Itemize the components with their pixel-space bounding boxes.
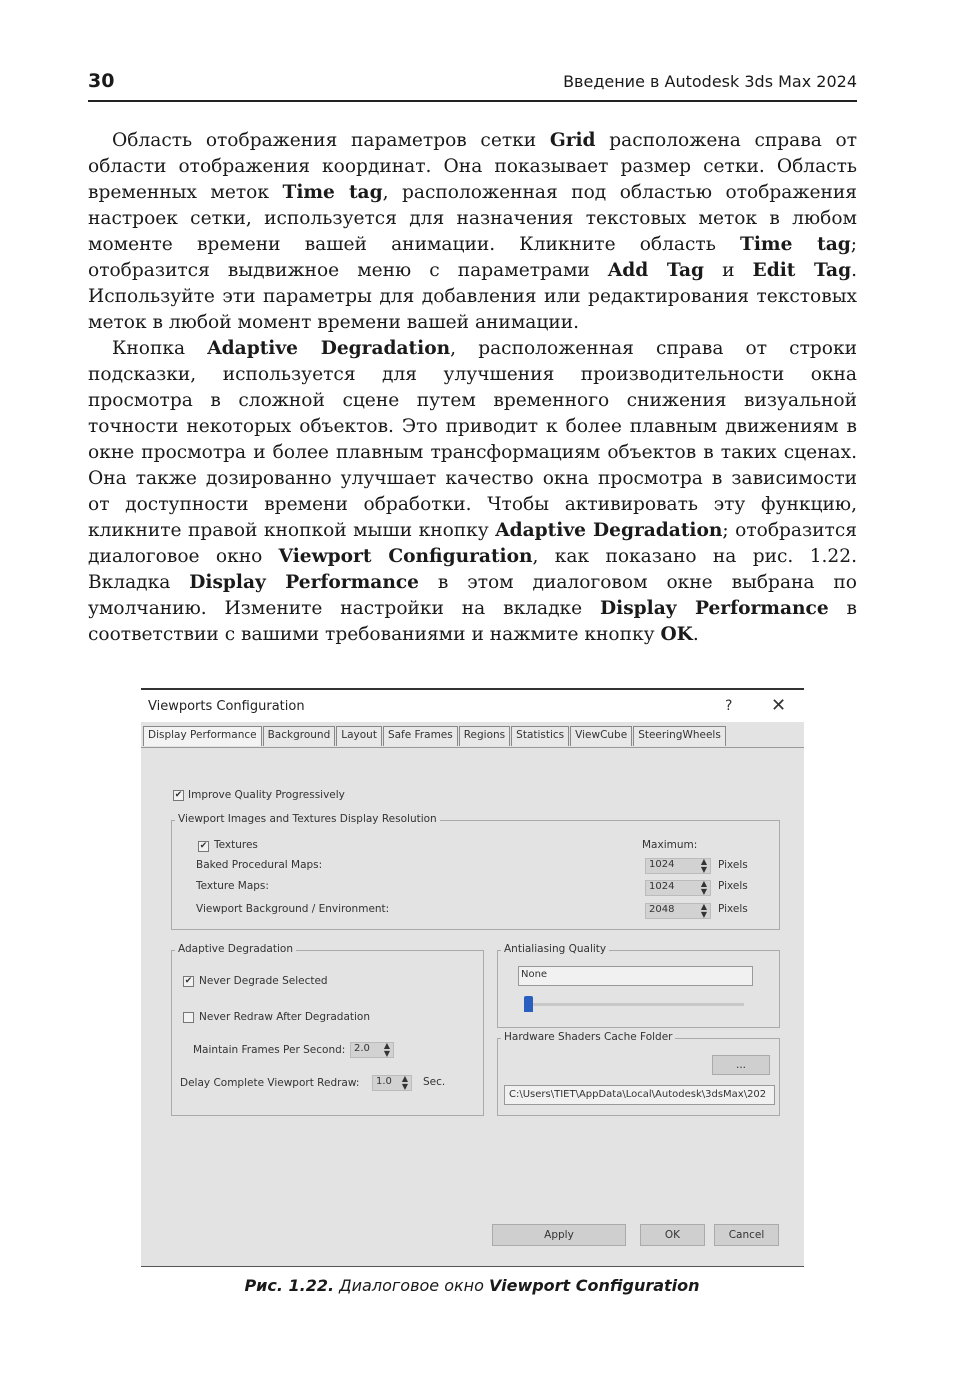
antialiasing-select[interactable]: [518, 966, 753, 986]
bold-term: Display Performance: [189, 572, 419, 593]
page-header: [88, 70, 857, 102]
text-run: ; отобразится диалоговое окно: [88, 520, 857, 567]
text-run: Область отображения параметров сетки: [112, 130, 550, 151]
text-run: Кнопка: [112, 338, 208, 359]
tab-divider: [141, 747, 804, 748]
dialog-title: Viewports Configuration: [148, 699, 305, 714]
spinner-arrows-icon[interactable]: ▲ ▼: [700, 857, 707, 874]
shader-cache-group: [497, 1031, 780, 1116]
never-degrade-label: Never Degrade Selected: [199, 975, 328, 987]
fps-label: Maintain Frames Per Second:: [193, 1044, 346, 1056]
bold-term: Display Performance: [600, 598, 829, 619]
spinner-value: 2048: [649, 904, 675, 915]
browse-button[interactable]: ...: [712, 1055, 770, 1075]
tab-viewcube[interactable]: ViewCube: [570, 726, 632, 746]
never-degrade-checkbox[interactable]: ✔: [184, 976, 193, 986]
pixels-unit: Pixels: [718, 903, 748, 915]
paragraph-1: [88, 128, 857, 336]
adaptive-group-title: Adaptive Degradation: [175, 943, 296, 955]
baked-maps-label: Baked Procedural Maps:: [196, 859, 323, 871]
improve-quality-label: Improve Quality Progressively: [188, 789, 345, 801]
ok-button[interactable]: OK: [640, 1224, 705, 1246]
bold-term: Time tag: [282, 182, 383, 203]
antialiasing-value: None: [521, 969, 548, 980]
background-spinner[interactable]: [645, 903, 711, 919]
tab-statistics[interactable]: Statistics: [511, 726, 569, 746]
texture-maps-spinner[interactable]: [645, 880, 711, 896]
spinner-arrows-icon[interactable]: ▲ ▼: [700, 879, 707, 896]
spinner-value: 1024: [649, 859, 675, 870]
spinner-value: 2.0: [354, 1043, 370, 1054]
baked-maps-spinner[interactable]: [645, 858, 711, 874]
tab-background[interactable]: Background: [263, 726, 336, 746]
caption-bold: Viewport Configuration: [489, 1276, 700, 1295]
bold-term: Adaptive Degradation: [495, 520, 723, 541]
antialiasing-slider-handle[interactable]: [524, 996, 533, 1012]
images-textures-group: [171, 813, 780, 930]
body-text: [88, 128, 857, 648]
bold-term: Time tag: [740, 234, 851, 255]
spinner-arrows-icon[interactable]: ▲ ▼: [401, 1074, 408, 1091]
bold-term: Add Tag: [607, 260, 705, 281]
text-run: .: [692, 624, 699, 645]
textures-label: Textures: [214, 839, 258, 851]
close-icon[interactable]: ✕: [771, 695, 787, 716]
tab-bar: [143, 726, 727, 746]
text-run: в соответствии с вашими требованиями и нажмите кнопку: [88, 598, 857, 645]
adaptive-degradation-group: [171, 943, 484, 1116]
pixels-unit: Pixels: [718, 880, 748, 892]
tab-safe-frames[interactable]: Safe Frames: [383, 726, 458, 746]
never-redraw-checkbox[interactable]: [183, 1012, 194, 1023]
tab-regions[interactable]: Regions: [459, 726, 510, 746]
improve-quality-checkbox[interactable]: ✔: [174, 790, 183, 800]
images-group-title: Viewport Images and Textures Display Resolution: [175, 813, 440, 825]
bold-term: Adaptive Degradation: [207, 338, 451, 359]
spinner-value: 1.0: [376, 1076, 392, 1087]
text-run: , расположенная справа от строки подсказки, используется для улучшения производительности окна просмотра в сложной сцене путем временного снижения визуальной точности некоторых объектов. Это приводит к более плавным движениям в окне просмотра и более плавным трансформациям объектов в таких сценах. Она также дозированно улучшает качество окна просмотра в зависимости от доступности времени обработки. Чтобы активировать эту функцию, кликните правой кнопкой мыши кнопку: [88, 338, 857, 541]
pixels-unit: Pixels: [718, 859, 748, 871]
spinner-value: 1024: [649, 881, 675, 892]
text-run: и: [704, 260, 753, 281]
figure-caption: [0, 1276, 944, 1295]
bold-term: Edit Tag: [752, 260, 852, 281]
caption-prefix: Рис. 1.22.: [244, 1276, 335, 1295]
text-run: в этом диалоговом окне выбрана по умолчанию. Измените настройки на вкладке: [88, 572, 857, 619]
antialiasing-group-title: Antialiasing Quality: [501, 943, 609, 955]
text-run: , как показано на рис. 1.22. Вкладка: [88, 546, 857, 593]
bold-term: OK: [660, 624, 693, 645]
texture-maps-label: Texture Maps:: [196, 880, 269, 892]
cancel-button[interactable]: Cancel: [714, 1224, 779, 1246]
maximum-label: Maximum:: [642, 839, 698, 851]
paragraph-2: [88, 336, 857, 648]
text-run: ; отобразится выдвижное меню с параметрами: [88, 234, 858, 281]
dialog-titlebar: [141, 690, 804, 722]
caption-text: Диалоговое окно: [334, 1276, 489, 1295]
text-run: расположена справа от области отображения координат. Она показывает размер сетки. Область временных меток: [88, 130, 857, 203]
spinner-arrows-icon[interactable]: ▲ ▼: [383, 1041, 390, 1058]
bold-term: Viewport Configuration: [278, 546, 533, 567]
tab-layout[interactable]: Layout: [336, 726, 382, 746]
tab-steeringwheels[interactable]: SteeringWheels: [633, 726, 726, 746]
antialiasing-slider-track[interactable]: [526, 1003, 744, 1006]
running-title: Введение в Autodesk 3ds Max 2024: [563, 72, 857, 91]
delay-spinner[interactable]: [372, 1075, 412, 1091]
page-number: 30: [88, 70, 115, 92]
shader-group-title: Hardware Shaders Cache Folder: [501, 1031, 675, 1043]
antialiasing-group: [497, 943, 780, 1028]
tab-display-performance[interactable]: Display Performance: [143, 726, 262, 746]
viewport-configuration-dialog: [141, 688, 804, 1267]
shader-path-field[interactable]: [504, 1085, 775, 1105]
help-icon[interactable]: ?: [725, 698, 733, 714]
shader-path-value: C:\Users\TIET\AppData\Local\Autodesk\3dsMax\202: [509, 1089, 767, 1100]
text-run: , расположенная под областью отображения настроек сетки, используется для назначения текстовых меток в любом моменте времени вашей анимации. Кликните область: [88, 182, 858, 255]
never-redraw-label: Never Redraw After Degradation: [199, 1011, 370, 1023]
spinner-arrows-icon[interactable]: ▲ ▼: [700, 902, 707, 919]
delay-label: Delay Complete Viewport Redraw:: [180, 1077, 360, 1089]
fps-spinner[interactable]: [350, 1042, 394, 1058]
textures-checkbox[interactable]: ✔: [199, 841, 208, 851]
background-label: Viewport Background / Environment:: [196, 903, 390, 915]
delay-unit: Sec.: [423, 1076, 446, 1088]
bold-term: Grid: [549, 130, 596, 151]
text-run: . Используйте эти параметры для добавления или редактирования текстовых меток в любой момент времени вашей анимации.: [88, 260, 857, 333]
apply-button[interactable]: Apply: [492, 1224, 626, 1246]
